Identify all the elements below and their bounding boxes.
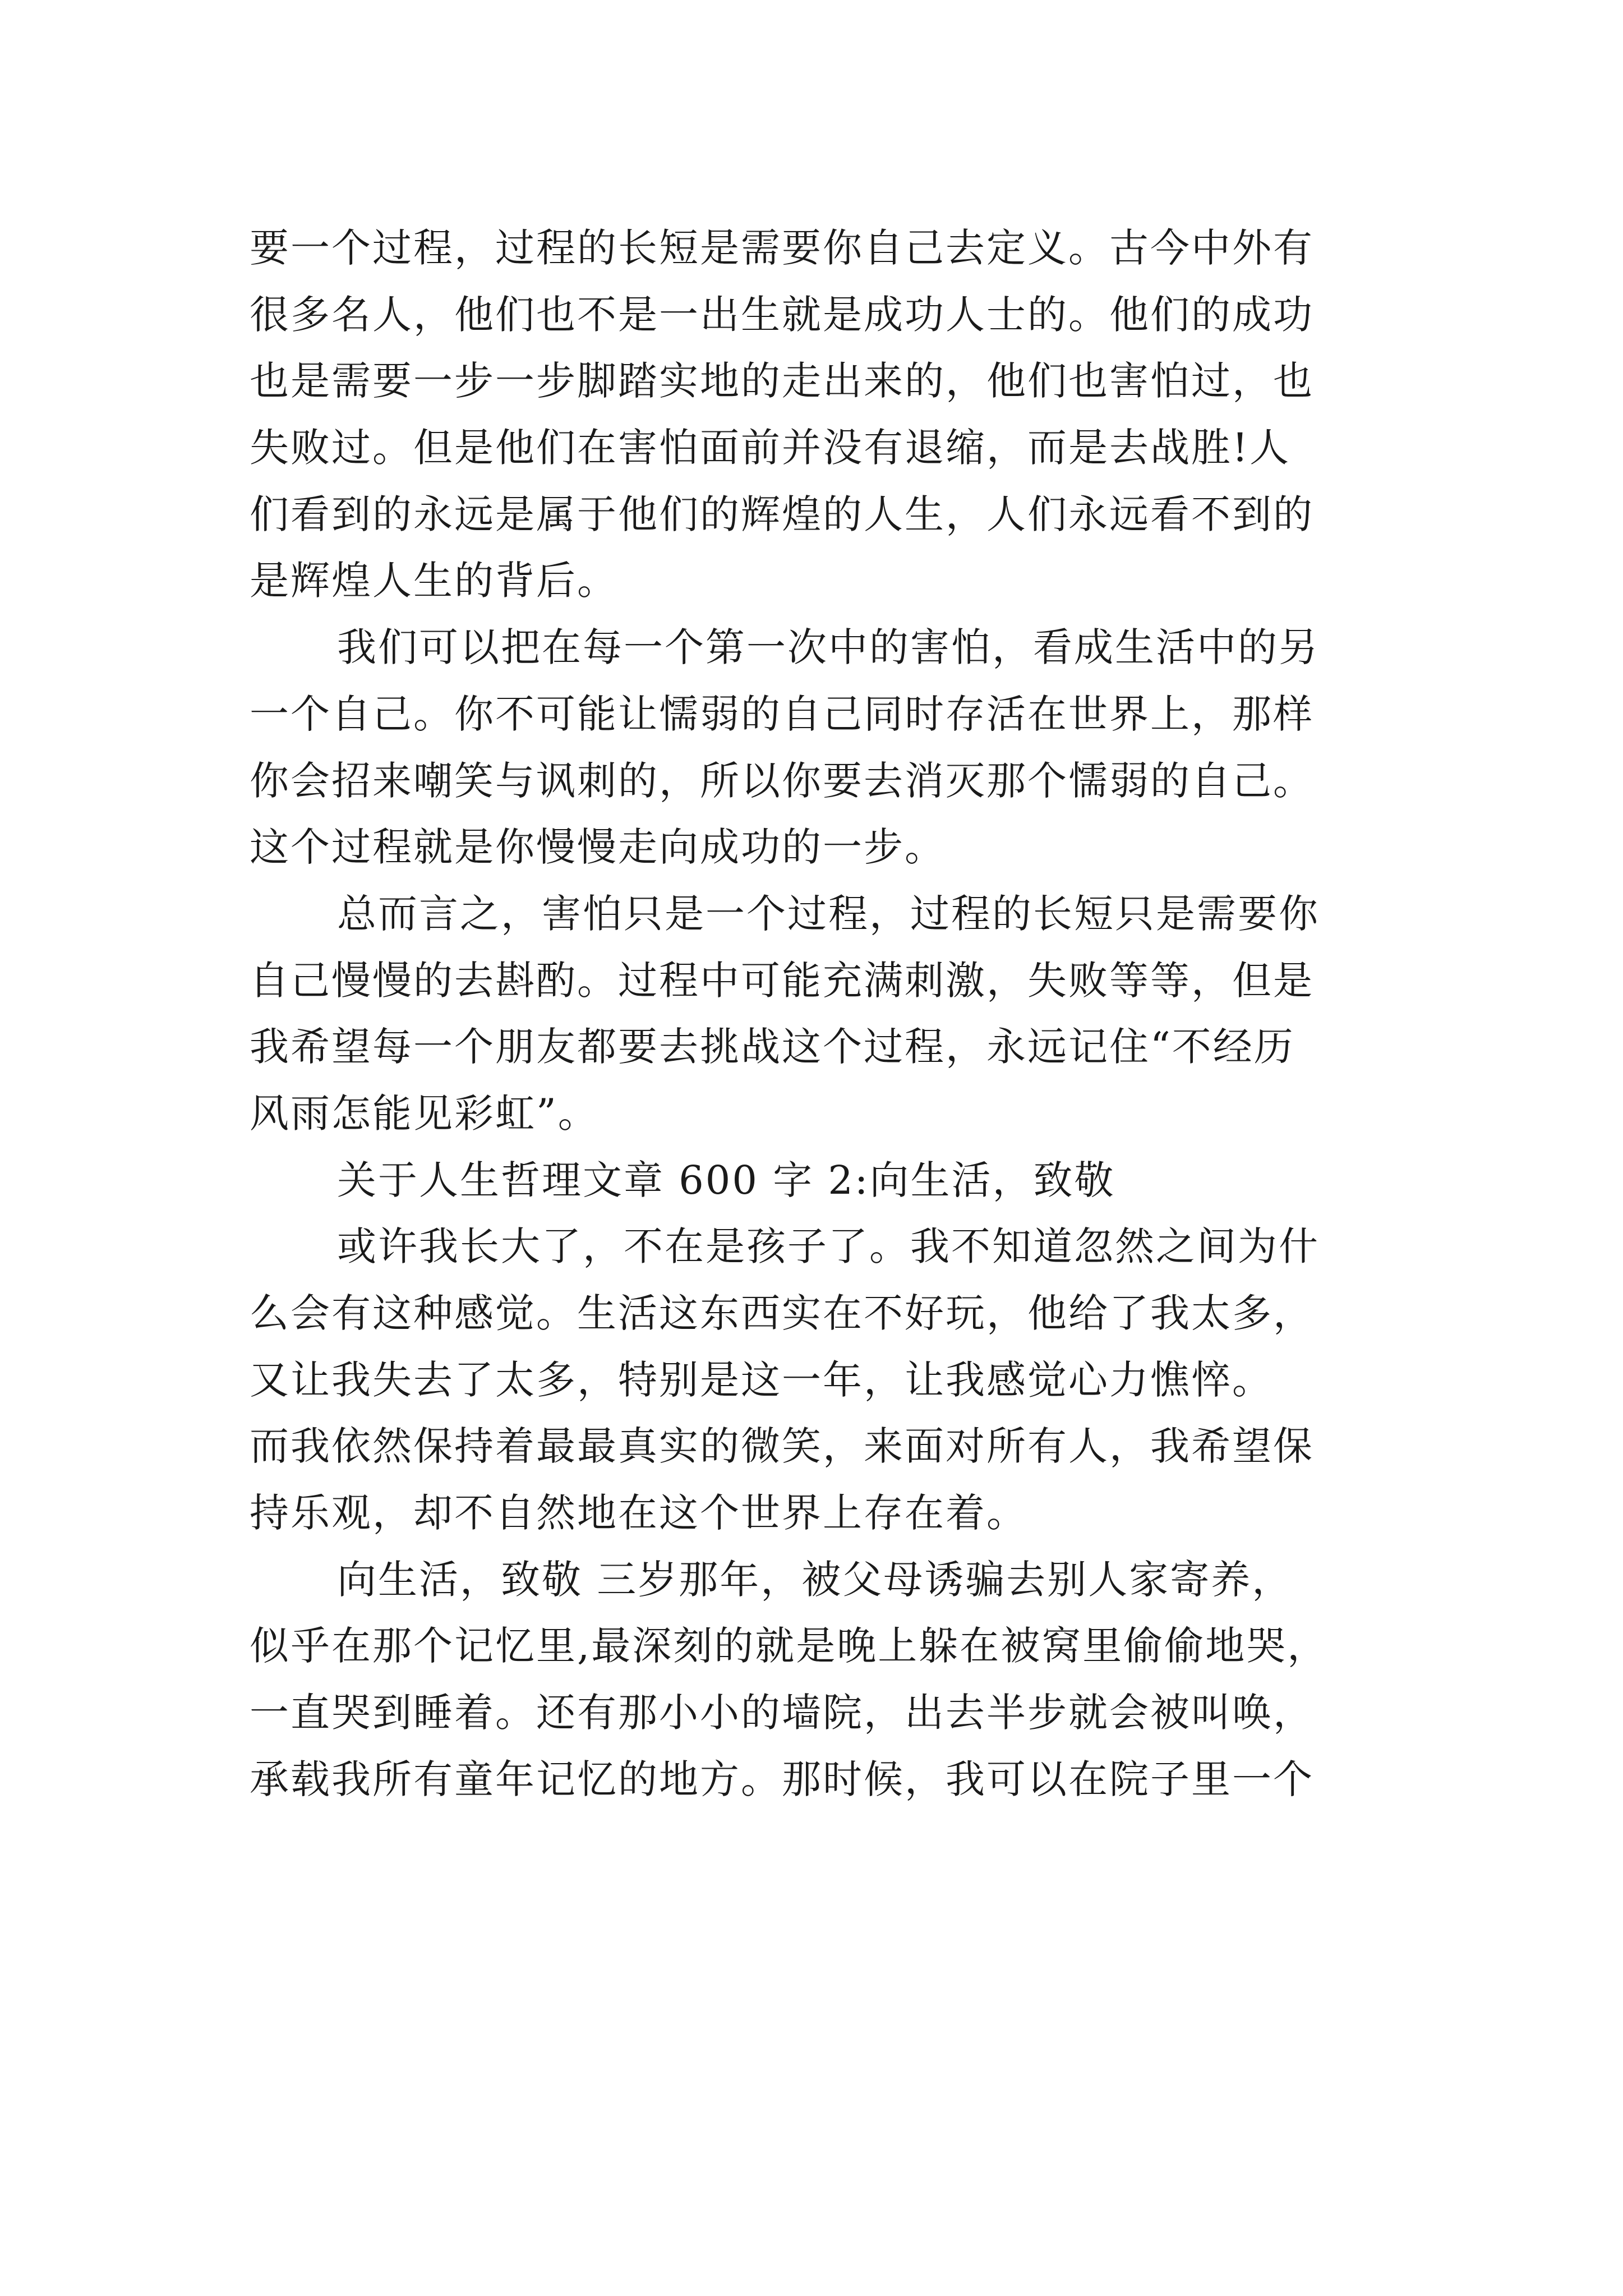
text-line: 自己慢慢的去斟酌。过程中可能充满刺激，失败等等，但是 xyxy=(250,957,1314,1004)
text-line: 这个过程就是你慢慢走向成功的一步。 xyxy=(250,824,946,871)
paragraph-first-line: 总而言之，害怕只是一个过程，过程的长短只是需要你 xyxy=(337,890,1320,937)
text-line: 么会有这种感觉。生活这东西实在不好玩，他给了我太多， xyxy=(250,1290,1314,1336)
text-line: 是辉煌人生的背后。 xyxy=(250,558,618,604)
section-heading: 关于人生哲理文章 600 字 2:向生活，致敬 xyxy=(337,1157,1115,1203)
text-line: 一直哭到睡着。还有那小小的墙院，出去半步就会被叫唤， xyxy=(250,1690,1314,1736)
paragraph-first-line: 或许我长大了，不在是孩子了。我不知道忽然之间为什 xyxy=(337,1223,1320,1270)
paragraph-first-line: 我们可以把在每一个第一次中的害怕，看成生活中的另 xyxy=(337,624,1320,671)
text-line: 承载我所有童年记忆的地方。那时候，我可以在院子里一个 xyxy=(250,1756,1314,1802)
paragraph-first-line: 向生活，致敬 三岁那年，被父母诱骗去别人家寄养， xyxy=(337,1556,1293,1603)
text-line: 很多名人，他们也不是一出生就是成功人士的。他们的成功 xyxy=(250,291,1314,338)
text-line: 我希望每一个朋友都要去挑战这个过程，永远记住“不经历 xyxy=(250,1024,1295,1070)
body-text xyxy=(250,215,1416,1813)
text-line: 持乐观，却不自然地在这个世界上存在着。 xyxy=(250,1490,1027,1536)
text-line: 你会招来嘲笑与讽刺的，所以你要去消灭那个懦弱的自己。 xyxy=(250,757,1314,804)
text-line: 风雨怎能见彩虹”。 xyxy=(250,1090,599,1137)
text-line: 们看到的永远是属于他们的辉煌的人生，人们永远看不到的 xyxy=(250,491,1314,537)
text-line: 失败过。但是他们在害怕面前并没有退缩，而是去战胜!人 xyxy=(250,425,1291,471)
text-line: 一个自己。你不可能让懦弱的自己同时存活在世界上，那样 xyxy=(250,691,1314,737)
text-line: 要一个过程，过程的长短是需要你自己去定义。古今中外有 xyxy=(250,225,1314,271)
text-line: 而我依然保持着最最真实的微笑，来面对所有人，我希望保 xyxy=(250,1423,1314,1470)
text-line: 又让我失去了太多，特别是这一年，让我感觉心力憔悴。 xyxy=(250,1356,1273,1403)
text-line: 也是需要一步一步脚踏实地的走出来的，他们也害怕过，也 xyxy=(250,358,1314,404)
text-line: 似乎在那个记忆里,最深刻的就是晚上躲在被窝里偷偷地哭， xyxy=(250,1623,1329,1669)
